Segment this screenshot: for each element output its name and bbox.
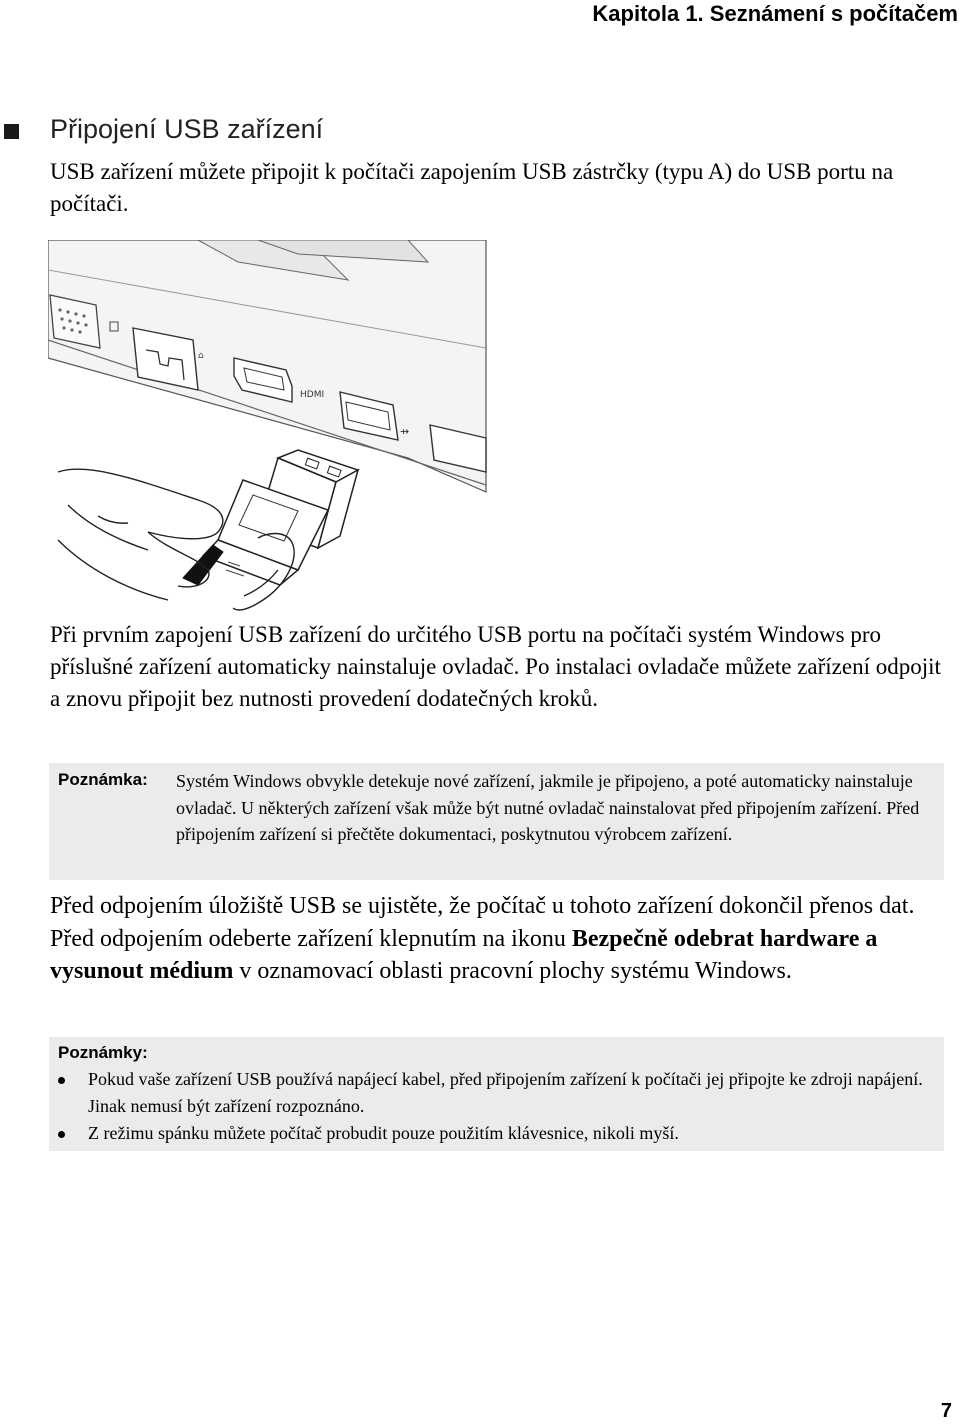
notes-list xyxy=(58,1066,938,1147)
driver-install-paragraph: Při prvním zapojení USB zařízení do určitého USB portu na počítači systém Windows pro příslušné zařízení automaticky nainstaluje ovladač. Po instalaci ovladače můžete zařízení odpojit a znovu připojit bez nutnosti provedení dodatečných kroků. xyxy=(50,622,941,711)
chapter-header: Kapitola 1. Seznámení s počítačem xyxy=(592,1,958,26)
page-number: 7 xyxy=(940,1400,952,1422)
section-title: Připojení USB zařízení xyxy=(50,114,324,144)
hdmi-label: HDMI xyxy=(300,390,325,400)
safe-removal-paragraph xyxy=(50,890,955,988)
notes-list-item xyxy=(58,1120,938,1147)
intro-paragraph: USB zařízení můžete připojit k počítači zapojením USB zástrčky (typu A) do USB portu na počítači. xyxy=(50,159,894,216)
bullet-icon xyxy=(58,1131,65,1138)
usb-plug-icon xyxy=(183,450,358,585)
svg-text:⌂: ⌂ xyxy=(198,351,204,361)
svg-text:⇸: ⇸ xyxy=(400,425,410,438)
safe-removal-text-before: Před odpojením úložiště USB se ujistěte, že počítač u tohoto zařízení dokončil přenos dat. Před odpojením odeberte zařízení klepnutím na ikonu xyxy=(50,893,915,952)
notes-label: Poznámky: xyxy=(58,1043,148,1062)
bullet-icon xyxy=(58,1077,65,1084)
notes-list-item xyxy=(58,1066,938,1120)
note-label: Poznámka: xyxy=(58,770,148,789)
notes-item-text: Z režimu spánku můžete počítač probudit pouze použitím klávesnice, nikoli myší. xyxy=(88,1123,679,1143)
safe-removal-text-after: v oznamovací oblasti pracovní plochy systému Windows. xyxy=(233,958,792,984)
safe-removal-bold-term: Bezpečně odebrat hardware a vysunout médium xyxy=(50,925,878,984)
note-text: Systém Windows obvykle detekuje nové zařízení, jakmile je připojeno, a poté automaticky nainstaluje ovladač. U některých zařízení však může být nutné ovladač nainstalovat před připojením zařízení. Před připojením zařízení si přečtěte dokumentaci, poskytnutou výrobcem zařízení. xyxy=(176,771,920,844)
usb-connection-illustration xyxy=(48,240,488,615)
section-bullet-icon xyxy=(4,124,19,139)
notes-item-text: Pokud vaše zařízení USB používá napájecí kabel, před připojením zařízení k počítači jej připojte ke zdroji napájení. Jinak nemusí být zařízení rozpoznáno. xyxy=(88,1069,923,1116)
